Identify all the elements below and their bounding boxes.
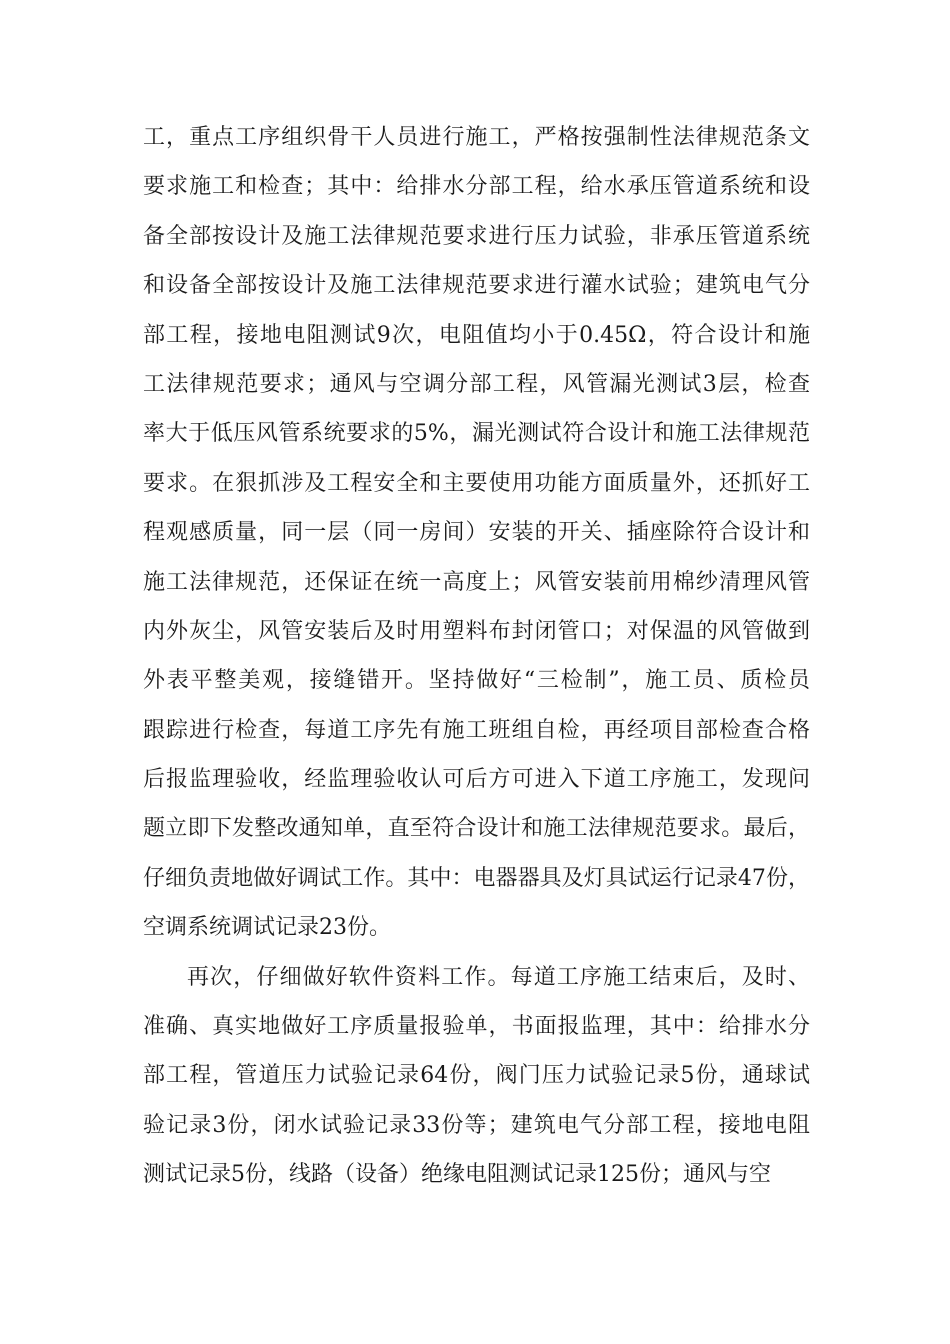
text-line: 内外灰尘，风管安装后及时用塑料布封闭管口；对保温的风管做到 [143,618,810,644]
text-line: 工，重点工序组织骨干人员进行施工，严格按强制性法律规范条文 [143,125,810,150]
text-line: 程观感质量，同一层（同一房间）安装的开关、插座除符合设计和 [143,520,810,546]
text-line: 外表平整美观，接缝错开。坚持做好“三检制”，施工员、质检员 [143,668,810,694]
text-line: 率大于低压风管系统要求的5%，漏光测试符合设计和施工法律规范 [143,421,810,447]
text-line: 再次，仔细做好软件资料工作。每道工序施工结束后，及时、 [187,964,810,990]
text-line: 题立即下发整改通知单，直至符合设计和施工法律规范要求。最后， [143,816,810,842]
text-line: 跟踪进行检查，每道工序先有施工班组自检，再经项目部检查合格 [143,717,810,743]
text-line: 和设备全部按设计及施工法律规范要求进行灌水试验；建筑电气分 [143,273,810,299]
text-line: 施工法律规范，还保证在统一高度上；风管安装前用棉纱清理风管 [143,569,810,595]
text-line: 部工程，管道压力试验记录64份，阀门压力试验记录5份，通球试 [143,1063,810,1089]
text-line: 要求施工和检查；其中：给排水分部工程，给水承压管道系统和设 [143,174,810,200]
paragraph [143,117,810,957]
paragraph [143,957,810,1204]
text-line: 验记录3份，闭水试验记录33份等；建筑电气分部工程，接地电阻 [143,1112,810,1138]
text-line: 要求。在狠抓涉及工程安全和主要使用功能方面质量外，还抓好工 [143,470,810,496]
text-line: 空调系统调试记录23份。 [143,915,391,941]
text-line: 仔细负责地做好调试工作。其中：电器器具及灯具试运行记录47份， [143,865,810,891]
text-line: 部工程，接地电阻测试9次，电阻值均小于0.45Ω，符合设计和施 [143,322,810,348]
text-line: 备全部按设计及施工法律规范要求进行压力试验，非承压管道系统 [143,223,810,249]
body-text [143,117,810,1204]
text-line: 后报监理验收，经监理验收认可后方可进入下道工序施工，发现问 [143,767,810,793]
text-line: 工法律规范要求；通风与空调分部工程，风管漏光测试3层，检查 [143,371,810,397]
text-line: 测试记录5份，线路（设备）绝缘电阻测试记录125份；通风与空 [143,1162,771,1188]
text-line: 准确、真实地做好工序质量报验单，书面报监理，其中：给排水分 [143,1014,810,1040]
